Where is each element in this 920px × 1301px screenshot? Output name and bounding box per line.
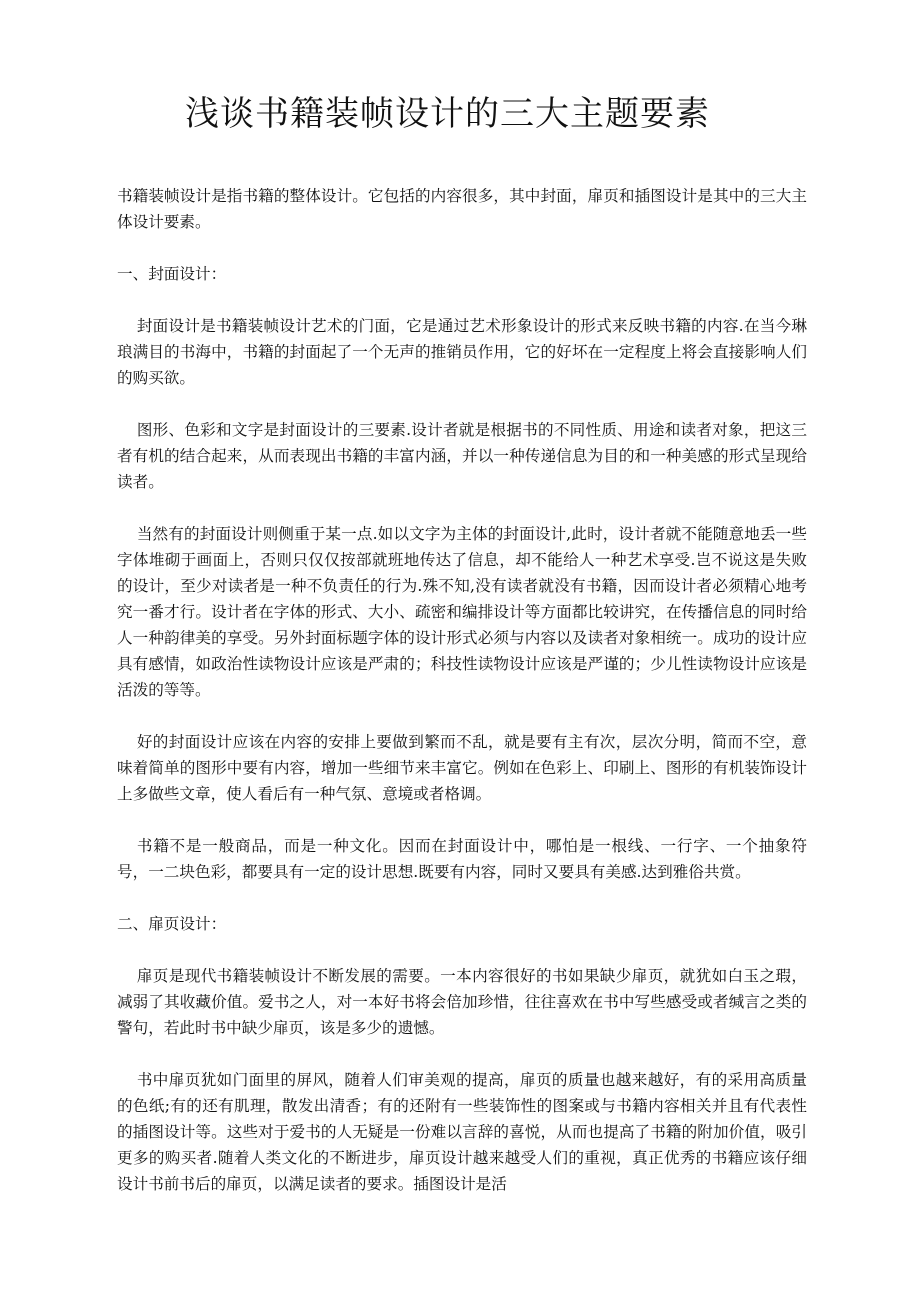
- document-title: 浅谈书籍装帧设计的三大主题要素: [185, 94, 710, 134]
- paragraph: 书籍不是一般商品，而是一种文化。因而在封面设计中，哪怕是一根线、一行字、一个抽象符号，一二块色彩，都要具有一定的设计思想.既要有内容，同时又要具有美感.达到雅俗共赏。: [117, 837, 807, 881]
- paragraph: 扉页是现代书籍装帧设计不断发展的需要。一本内容很好的书如果缺少扉页，就犹如白玉之瑕，减弱了其收藏价值。爱书之人，对一本好书将会倍加珍惜，往往喜欢在书中写些感受或者缄言之类的警句，若此时书中缺少扉页，该是多少的遗憾。: [117, 967, 807, 1037]
- intro-paragraph: 书籍装帧设计是指书籍的整体设计。它包括的内容很多，其中封面，扉页和插图设计是其中的三大主体设计要素。: [117, 187, 807, 231]
- paragraph: 当然有的封面设计则侧重于某一点.如以文字为主体的封面设计,此时，设计者就不能随意地丢一些字体堆砌于画面上，否则只仅仅按部就班地传达了信息，却不能给人一种艺术享受.岂不说这是失败的设计，至少对读者是一种不负责任的行为.殊不知,没有读者就没有书籍，因而设计者必须精心地考究一番才行。设计者在字体的形式、大小、疏密和编排设计等方面都比较讲究，在传播信息的同时给人一种韵律美的享受。另外封面标题字体的设计形式必须与内容以及读者对象相统一。成功的设计应具有感情，如政治性读物设计应该是严肃的；科技性读物设计应该是严谨的；少儿性读物设计应该是活泼的等等。: [117, 525, 807, 699]
- document-body: [117, 183, 807, 1197]
- paragraph: 好的封面设计应该在内容的安排上要做到繁而不乱，就是要有主有次，层次分明，简而不空，意味着简单的图形中要有内容，增加一些细节来丰富它。例如在色彩上、印刷上、图形的有机装饰设计上多做些文章，使人看后有一种气氛、意境或者格调。: [117, 733, 807, 803]
- paragraph: 图形、色彩和文字是封面设计的三要素.设计者就是根据书的不同性质、用途和读者对象，把这三者有机的结合起来，从而表现出书籍的丰富内涵，并以一种传递信息为目的和一种美感的形式呈现给读者。: [117, 421, 807, 491]
- section-heading-title-page-design: 二、扉页设计：: [117, 915, 227, 933]
- paragraph: 封面设计是书籍装帧设计艺术的门面，它是通过艺术形象设计的形式来反映书籍的内容.在当今琳琅满目的书海中，书籍的封面起了一个无声的推销员作用，它的好坏在一定程度上将会直接影响人们的购买欲。: [117, 317, 807, 387]
- paragraph: 书中扉页犹如门面里的屏风，随着人们审美观的提高，扉页的质量也越来越好，有的采用高质量的色纸;有的还有肌理，散发出清香；有的还附有一些装饰性的图案或与书籍内容相关并且有代表性的插图设计等。这些对于爱书的人无疑是一份难以言辞的喜悦，从而也提高了书籍的附加价值，吸引更多的购买者.随着人类文化的不断进步，扉页设计越来越受人们的重视，真正优秀的书籍应该仔细设计书前书后的扉页，以满足读者的要求。插图设计是活: [117, 1071, 807, 1193]
- section-heading-cover-design: 一、封面设计：: [117, 265, 227, 283]
